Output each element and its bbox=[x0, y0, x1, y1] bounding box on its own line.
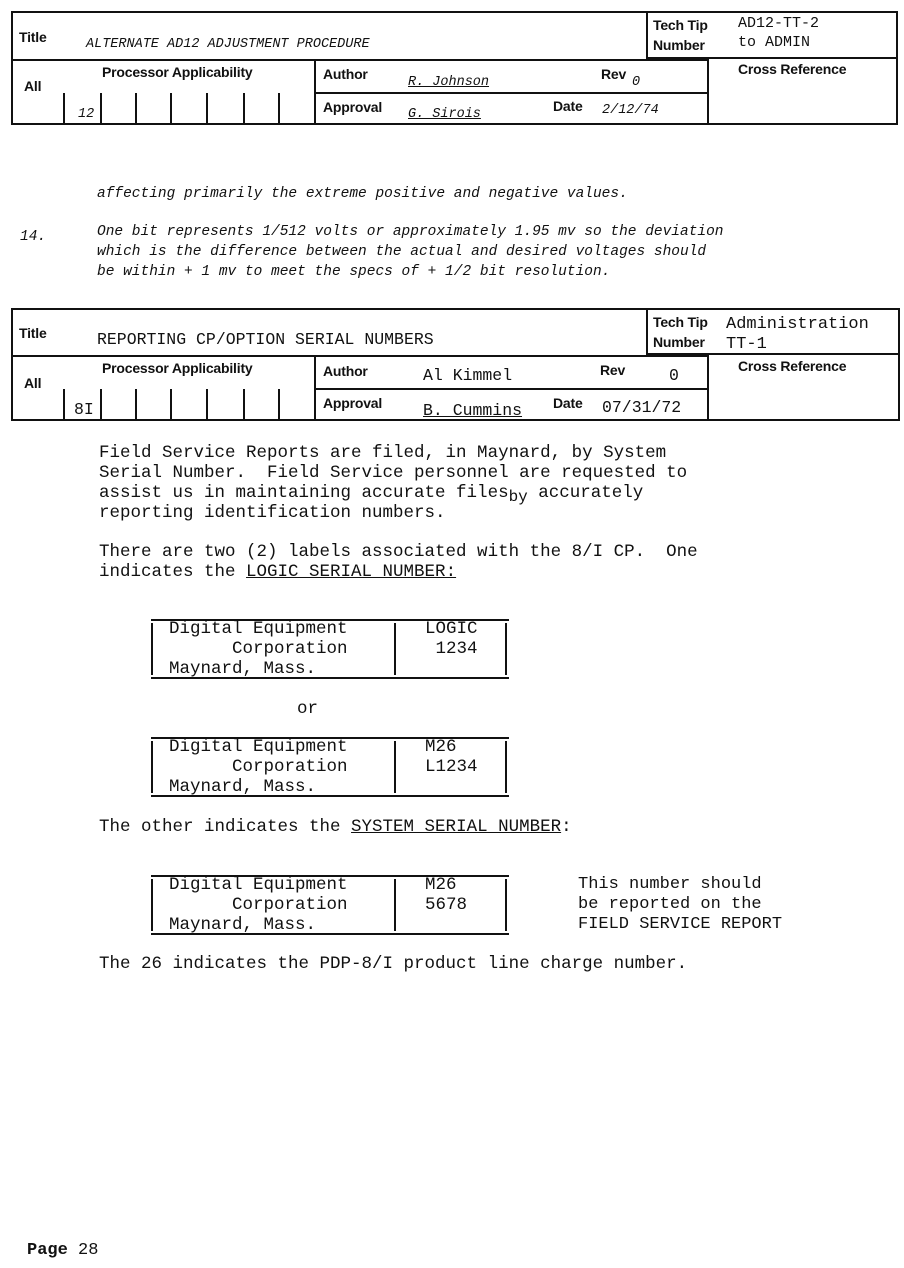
divider bbox=[646, 11, 648, 59]
all-label: All bbox=[24, 375, 42, 391]
approval-label: Approval bbox=[323, 395, 383, 411]
rev-label: Rev bbox=[600, 362, 626, 378]
text-line: assist us in maintaining accurate files bbox=[99, 483, 509, 503]
text-fragment: : bbox=[561, 817, 572, 837]
author-label: Author bbox=[323, 363, 368, 379]
tip-title: ALTERNATE AD12 ADJUSTMENT PROCEDURE bbox=[86, 37, 370, 52]
tip-title: REPORTING CP/OPTION SERIAL NUMBERS bbox=[97, 330, 434, 349]
label-company-text: Digital Equipment Corporation Maynard, Mass. bbox=[169, 875, 348, 935]
divider bbox=[646, 353, 900, 355]
paragraph-line bbox=[99, 483, 644, 506]
page-label: Page bbox=[27, 1241, 68, 1260]
divider bbox=[646, 308, 648, 355]
column-tick bbox=[170, 389, 172, 421]
rev-value: 0 bbox=[632, 75, 641, 90]
author-value: Al Kimmel bbox=[423, 366, 513, 385]
column-tick bbox=[63, 389, 65, 421]
column-tick bbox=[170, 93, 172, 125]
cross-reference-label: Cross Reference bbox=[738, 61, 847, 77]
all-label: All bbox=[24, 78, 42, 94]
text-line: Field Service Reports are filed, in Maynard, by System bbox=[99, 443, 667, 463]
closing-paragraph: The 26 indicates the PDP-8/I product line charge number. bbox=[99, 954, 688, 974]
logic-serial-number-heading: LOGIC SERIAL NUMBER: bbox=[246, 562, 457, 582]
column-tick bbox=[100, 93, 102, 125]
page-footer bbox=[27, 1241, 98, 1260]
label-company-text: Digital Equipment Corporation Maynard, Mass. bbox=[169, 619, 348, 679]
tip-number-line2: TT-1 bbox=[726, 335, 767, 354]
column-tick bbox=[135, 389, 137, 421]
item-line: One bit represents 1/512 volts or approximately 1.95 mv so the deviation bbox=[97, 224, 724, 240]
divider bbox=[314, 92, 709, 94]
label-border bbox=[394, 879, 396, 931]
or-text: or bbox=[297, 699, 319, 719]
divider bbox=[314, 388, 709, 390]
paragraph-line bbox=[99, 562, 456, 582]
tip-number-line1: Administration bbox=[726, 315, 869, 334]
title-label: Title bbox=[19, 29, 47, 45]
system-serial-number-heading: SYSTEM SERIAL NUMBER bbox=[351, 817, 562, 837]
paragraph-line bbox=[99, 817, 572, 837]
continuation-line: affecting primarily the extreme positive and negative values. bbox=[97, 186, 628, 202]
label-border bbox=[505, 879, 507, 931]
processor-value: 12 bbox=[78, 107, 95, 122]
tip-number-line2: to ADMIN bbox=[738, 34, 811, 51]
author-label: Author bbox=[323, 66, 368, 82]
date-label: Date bbox=[553, 395, 583, 411]
label-number-text: M26 L1234 bbox=[425, 737, 478, 777]
label-border bbox=[151, 879, 153, 931]
label-border bbox=[394, 623, 396, 675]
serial-label-module bbox=[151, 737, 509, 797]
text-fragment: The other indicates the bbox=[99, 817, 352, 837]
column-tick bbox=[206, 93, 208, 125]
item-number: 14. bbox=[20, 229, 47, 245]
date-label: Date bbox=[553, 98, 583, 114]
processor-applicability-label: Processor Applicability bbox=[102, 360, 253, 376]
divider bbox=[11, 355, 709, 357]
cross-reference-label: Cross Reference bbox=[738, 358, 847, 374]
date-value: 07/31/72 bbox=[602, 398, 682, 417]
column-tick bbox=[278, 389, 280, 421]
rev-value: 0 bbox=[669, 366, 679, 385]
serial-label-system bbox=[151, 875, 509, 935]
title-label: Title bbox=[19, 325, 47, 341]
column-tick bbox=[278, 93, 280, 125]
item-line: be within + 1 mv to meet the specs of + 1/2 bit resolution. bbox=[97, 264, 611, 280]
divider bbox=[11, 59, 709, 61]
tech-tip-number-label: Tech Tip Number bbox=[653, 314, 708, 350]
serial-label-logic bbox=[151, 619, 509, 679]
label-border bbox=[151, 741, 153, 793]
rev-label: Rev bbox=[601, 66, 627, 82]
column-tick bbox=[135, 93, 137, 125]
paragraph-line: Serial Number. Field Service personnel are requested to bbox=[99, 463, 688, 483]
text-fragment: accurately bbox=[538, 483, 644, 503]
label-company-text: Digital Equipment Corporation Maynard, Mass. bbox=[169, 737, 348, 797]
paragraph-line: reporting identification numbers. bbox=[99, 503, 446, 523]
side-note: This number should be reported on the FIELD SERVICE REPORT bbox=[578, 875, 783, 934]
column-tick bbox=[63, 93, 65, 125]
label-number-text: LOGIC 1234 bbox=[425, 619, 478, 659]
paragraph-line bbox=[99, 443, 666, 463]
label-border bbox=[505, 623, 507, 675]
processor-value: 8I bbox=[74, 400, 94, 419]
page-number: 28 bbox=[78, 1241, 99, 1260]
column-tick bbox=[100, 389, 102, 421]
approval-value: G. Sirois bbox=[408, 107, 481, 122]
label-number-text: M26 5678 bbox=[425, 875, 468, 915]
text-fragment: by bbox=[508, 488, 528, 506]
column-tick bbox=[243, 93, 245, 125]
tip-number-line1: AD12-TT-2 bbox=[738, 15, 820, 32]
divider bbox=[646, 57, 898, 59]
paragraph-line: There are two (2) labels associated with the 8/I CP. One bbox=[99, 542, 698, 562]
approval-label: Approval bbox=[323, 99, 383, 115]
processor-applicability-label: Processor Applicability bbox=[102, 64, 253, 80]
author-value: R. Johnson bbox=[408, 75, 490, 90]
tech-tip-number-label: Tech Tip Number bbox=[653, 17, 708, 53]
column-tick bbox=[243, 389, 245, 421]
text-fragment: indicates the bbox=[99, 562, 247, 582]
label-border bbox=[505, 741, 507, 793]
label-border bbox=[151, 623, 153, 675]
label-border bbox=[394, 741, 396, 793]
approval-value: B. Cummins bbox=[423, 401, 523, 420]
column-tick bbox=[206, 389, 208, 421]
item-line: which is the difference between the actual and desired voltages should bbox=[97, 244, 707, 260]
date-value: 2/12/74 bbox=[602, 103, 659, 118]
